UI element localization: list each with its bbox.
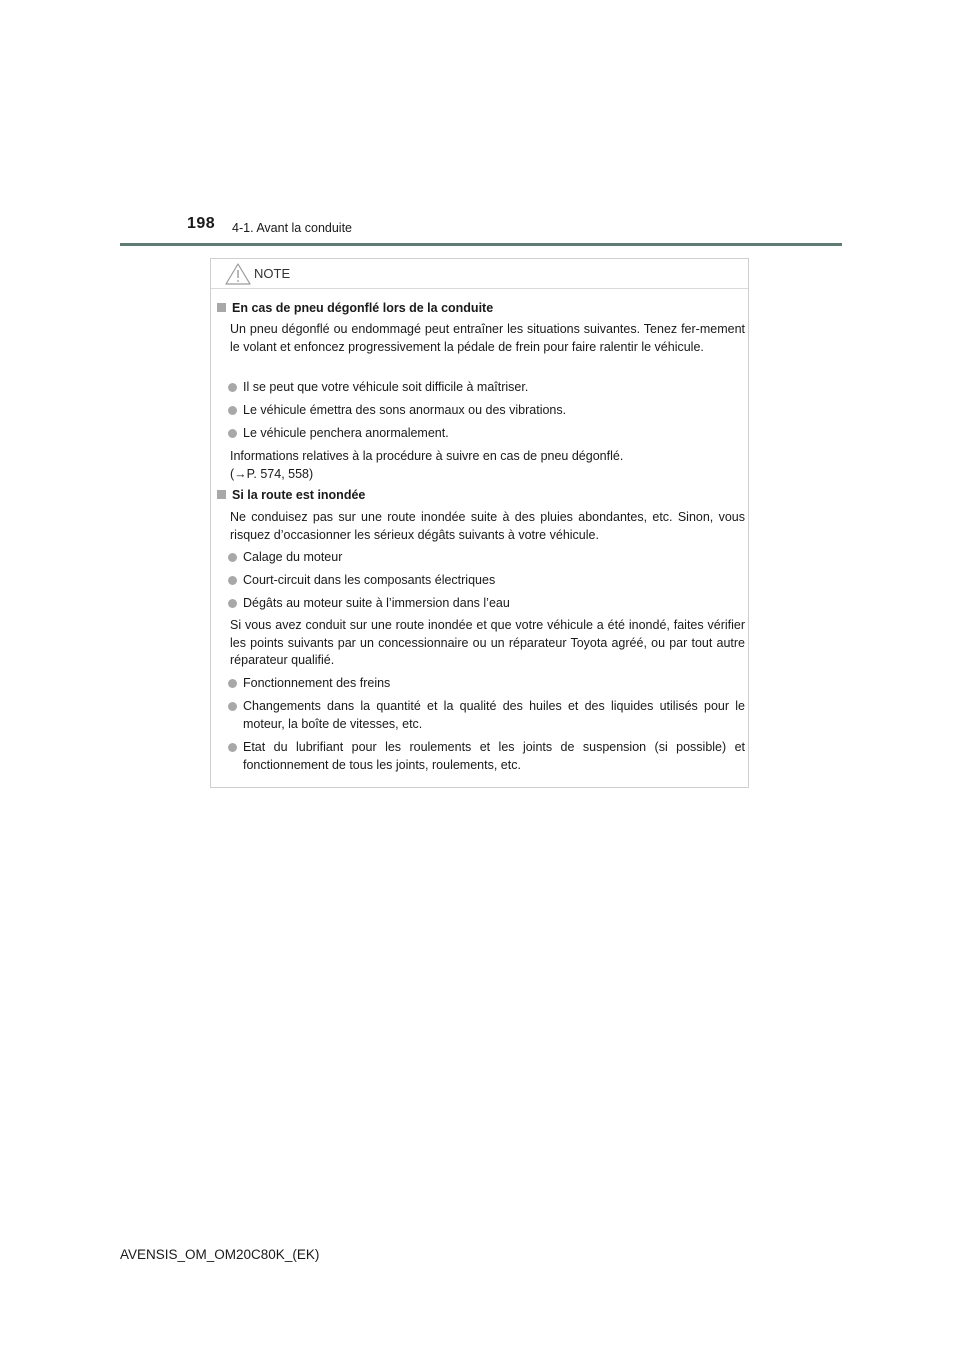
paragraph: Ne conduisez pas sur une route inondée suite à des pluies abondantes, etc. Sinon, vous risquez d’occasionner les sérieux dégâts suivants à votre véhicule. [230, 510, 745, 542]
square-bullet-icon [217, 490, 226, 499]
section-heading [217, 301, 493, 315]
note-label: NOTE [254, 266, 291, 281]
list-item-text: Dégâts au moteur suite à l’immersion dans l’eau [243, 596, 510, 610]
section-heading [217, 488, 365, 502]
list-item-text: Changements dans la quantité et la qualité des huiles et des liquides utilisés pour le moteur, la boîte de vitesses, etc. [243, 699, 745, 731]
circle-bullet-icon [228, 406, 237, 415]
circle-bullet-icon [228, 702, 237, 711]
circle-bullet-icon [228, 743, 237, 752]
list-item [228, 379, 745, 397]
circle-bullet-icon [228, 383, 237, 392]
circle-bullet-icon [228, 599, 237, 608]
list-item [228, 425, 745, 443]
list-item [228, 698, 745, 733]
list-item [228, 595, 745, 613]
page-reference: (→P. 574, 558) [230, 467, 314, 481]
paragraph: Si vous avez conduit sur une route inondée et que votre véhicule a été inondé, faites vérifier les points suivants par un concessionnaire ou un réparateur Toyota agréé, ou par tout autre réparateur qualifié. [230, 618, 745, 667]
paragraph: Informations relatives à la procédure à suivre en cas de pneu dégonflé. [230, 449, 624, 463]
list-item-text: Il se peut que votre véhicule soit difficile à maîtriser. [243, 380, 529, 394]
header-rule [120, 243, 842, 246]
list-item-text: Court-circuit dans les composants électriques [243, 573, 496, 587]
warning-triangle-icon [225, 263, 251, 285]
list-item-text: Fonctionnement des freins [243, 676, 391, 690]
circle-bullet-icon [228, 553, 237, 562]
square-bullet-icon [217, 303, 226, 312]
note-header [211, 259, 748, 289]
list-item [228, 675, 745, 693]
note-box [210, 258, 749, 788]
list-item-text: Calage du moteur [243, 550, 343, 564]
section-heading-text: Si la route est inondée [232, 488, 366, 502]
circle-bullet-icon [228, 576, 237, 585]
document-code: AVENSIS_OM_OM20C80K_(EK) [120, 1247, 320, 1262]
paragraph: Un pneu dégonflé ou endommagé peut entraîner les situations suivantes. Tenez fer-mement le volant et enfoncez progressivement la pédale de frein pour faire ralentir le véhicule. [230, 322, 745, 354]
list-item-text: Etat du lubrifiant pour les roulements et les joints de suspension (si possible) et fonctionnement de tous les joints, roulements, etc. [243, 740, 745, 772]
list-item [228, 572, 745, 590]
section-heading-text: En cas de pneu dégonflé lors de la conduite [232, 301, 494, 315]
page-number: 198 [187, 215, 216, 232]
list-item-text: Le véhicule penchera anormalement. [243, 426, 449, 440]
list-item [228, 402, 745, 420]
list-item [228, 549, 745, 567]
page-header [0, 0, 960, 250]
circle-bullet-icon [228, 429, 237, 438]
list-item-text: Le véhicule émettra des sons anormaux ou des vibrations. [243, 403, 567, 417]
list-item [228, 739, 745, 774]
circle-bullet-icon [228, 679, 237, 688]
section-title: 4-1. Avant la conduite [232, 221, 352, 235]
